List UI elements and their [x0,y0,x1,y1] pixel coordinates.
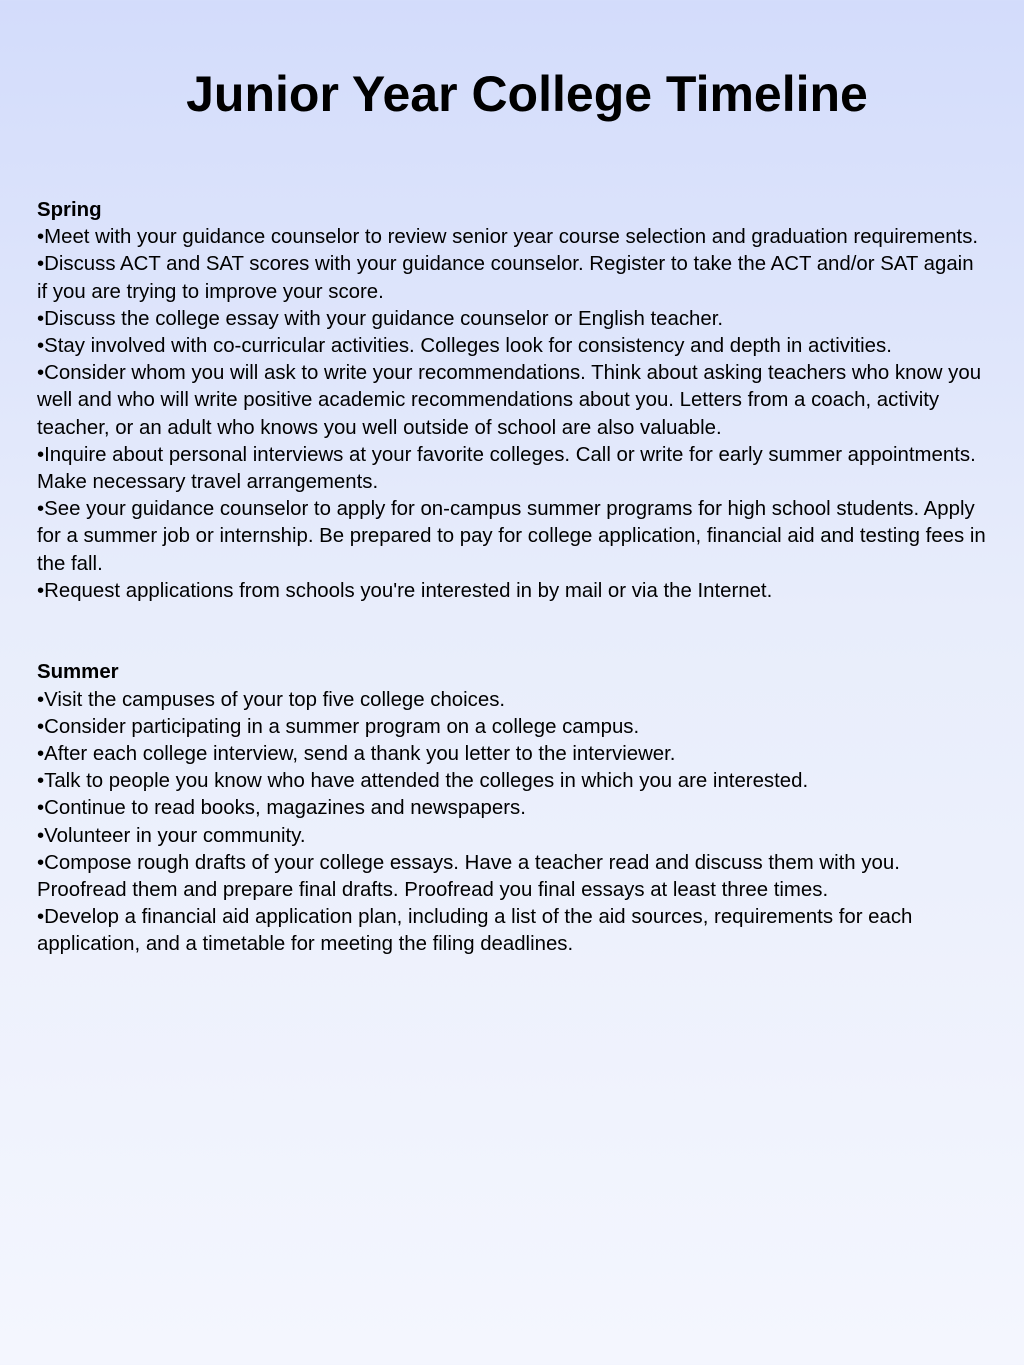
list-item: •Discuss the college essay with your guidance counselor or English teacher. [37,307,724,330]
list-item: •Inquire about personal interviews at your favorite colleges. Call or write for early summer appointments. Make necessary travel arrangements. [37,443,976,494]
summer-list [37,687,987,959]
list-item: •Discuss ACT and SAT scores with your guidance counselor. Register to take the ACT and/or SAT again if you are trying to improve your score. [37,253,974,303]
summer-heading: Summer [37,661,119,684]
list-item: •After each college interview, send a thank you letter to the interviewer. [37,743,676,766]
list-item: •Consider participating in a summer program on a college campus. [37,715,640,738]
list-item: •Visit the campuses of your top five college choices. [37,688,506,711]
list-item: •Talk to people you know who have attended the colleges in which you are interested. [37,770,809,793]
list-item: •Meet with your guidance counselor to review senior year course selection and graduation requirements. [37,226,979,249]
spring-heading: Spring [37,199,102,221]
list-item: •Compose rough drafts of your college essays. Have a teacher read and discuss them with you. Proofread them and prepare final drafts. Proofread you final essays at least three times. [37,851,900,902]
page-title: Junior Year College Timeline [186,66,868,122]
spring-list [37,224,987,605]
list-item: •See your guidance counselor to apply for on-campus summer programs for high school students. Apply for a summer job or internship. Be prepared to pay for college application, financial aid and testing fees in the fall. [37,498,986,575]
list-item: •Volunteer in your community. [37,824,306,847]
list-item: •Consider whom you will ask to write your recommendations. Think about asking teachers who know you well and who will write positive academic recommendations about you. Letters from a coach, activity teacher, or an adult who knows you well outside of school are also valuable. [37,362,982,439]
list-item: •Develop a financial aid application plan, including a list of the aid sources, requirements for each application, and a timetable for meeting the filing deadlines. [37,906,913,956]
list-item: •Request applications from schools you're interested in by mail or via the Internet. [37,579,773,602]
list-item: •Stay involved with co-curricular activities. Colleges look for consistency and depth in activities. [37,335,892,358]
list-item: •Continue to read books, magazines and newspapers. [37,797,526,820]
section-spacer [37,605,987,659]
timeline-content [37,197,987,959]
